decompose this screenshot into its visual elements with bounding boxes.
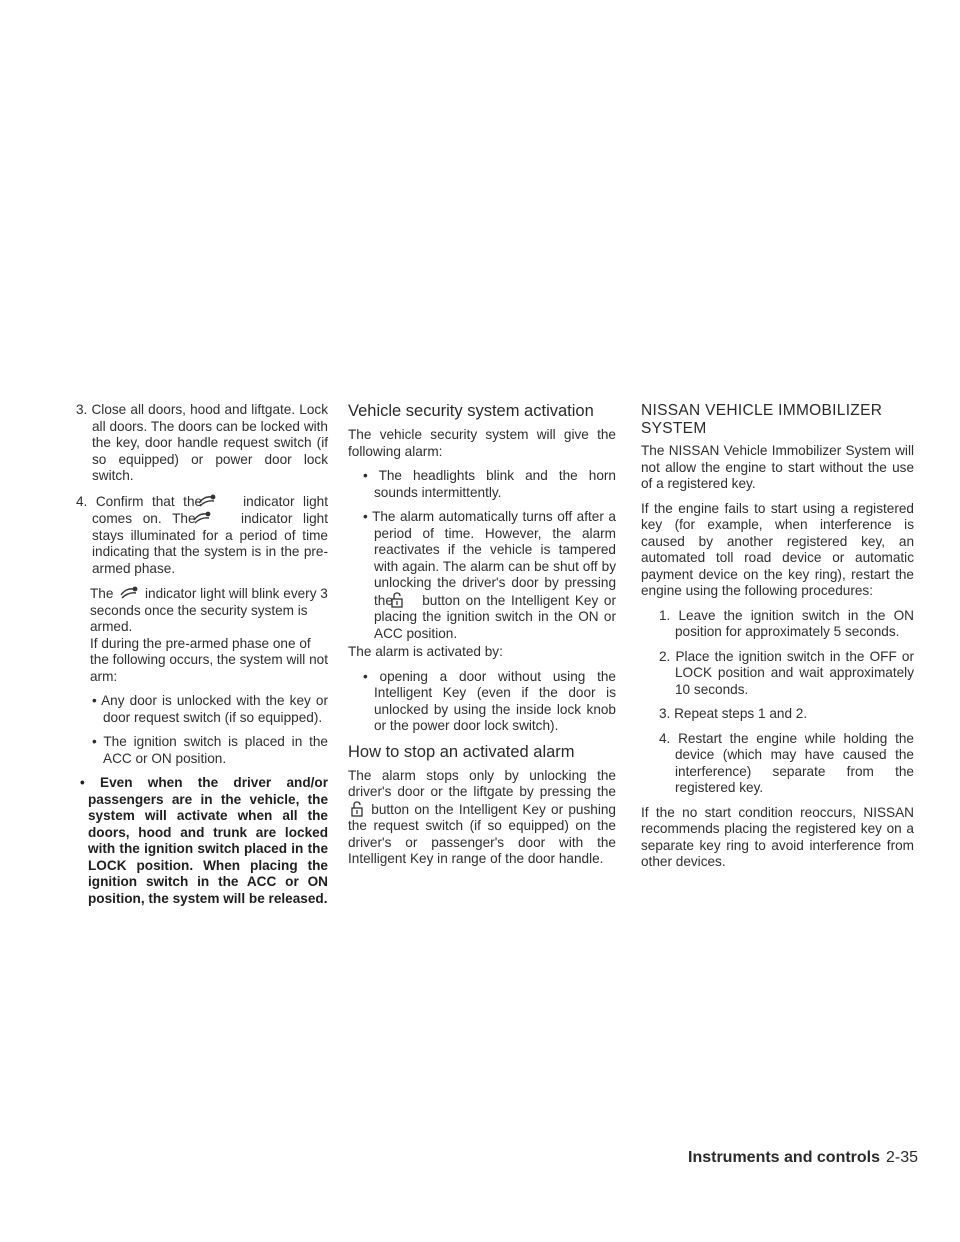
immobilizer-recommendation: If the no start condition reoccurs, NISSAN recommends placing the registered key on a separate key ring to avoid interference from other devices.: [641, 804, 914, 869]
procedure-step: 4. Restart the engine while holding the device (which may have caused the interference) separate from the registered key.: [659, 730, 914, 795]
list-item: • opening a door without using the Intelligent Key (even if the door is unlocked by using the inside lock knob or the power door lock switch).: [363, 668, 616, 733]
security-indicator-icon: [118, 585, 140, 601]
section-heading-stop-alarm: How to stop an activated alarm: [348, 742, 575, 761]
column-right: [641, 402, 914, 879]
procedure-step: 3. Repeat steps 1 and 2.: [659, 706, 808, 721]
alarm-off-text-a: • The alarm automatically turns off after a period of time. However, the alarm reactivates if the vehicle is tampered with again. The alarm can be shut off by unlocking the driver's door by pressing the: [363, 509, 616, 608]
procedure-step: 2. Place the ignition switch in the OFF or LOCK position and wait approximately 10 seconds.: [659, 648, 914, 697]
list-item: • The ignition switch is placed in the ACC or ON position.: [92, 734, 328, 766]
procedure-step: 1. Leave the ignition switch in the ON position for approximately 5 seconds.: [659, 607, 914, 639]
step-4: [76, 493, 328, 578]
stop-alarm-text: [348, 768, 616, 868]
step-3: 3. Close all doors, hood and liftgate. Lock all doors. The doors can be locked with the key, door handle request switch (if so equipped) or power door lock switch.: [76, 402, 328, 483]
unlock-button-icon: [400, 592, 416, 608]
section-heading-immobilizer: NISSAN VEHICLE IMMOBILIZER SYSTEM: [641, 402, 883, 437]
step-4-text-c: indicator light stays illuminated for a period of time indicating that the system is in the pre-armed phase.: [92, 511, 328, 576]
activated-by: The alarm is activated by:: [348, 644, 503, 659]
page-footer: [688, 1149, 918, 1167]
unlock-button-icon: [349, 801, 365, 817]
list-item: • Any door is unlocked with the key or door request switch (if so equipped).: [92, 693, 328, 725]
armed-note-text-a: The: [90, 586, 114, 601]
column-middle: [348, 402, 616, 876]
stop-text-b: button on the Intelligent Key or pushing the request switch (if so equipped) on the driver's or passenger's door with the Intelligent Key in range of the door handle.: [348, 801, 616, 866]
page-number: 2-35: [886, 1149, 919, 1166]
step-4-armed-note: [76, 585, 328, 636]
security-indicator-icon: [212, 493, 234, 509]
armed-note-text-b: indicator light will blink every 3 seconds once the security system is armed.: [90, 586, 328, 634]
column-left: [76, 402, 328, 907]
pre-armed-note: If during the pre-armed phase one of the following occurs, the system will not arm:: [90, 635, 328, 684]
section-heading-activation: Vehicle security system activation: [348, 402, 594, 420]
security-indicator-icon: [207, 510, 229, 526]
footer-section-title: Instruments and controls: [688, 1149, 881, 1166]
stop-text-a: The alarm stops only by unlocking the driver's door or the liftgate by pressing the: [348, 767, 616, 799]
step-4-text-b: indicator light comes on. The: [92, 493, 328, 526]
immobilizer-procedure-intro: If the engine fails to start using a registered key (for example, when interference is caused by another registered key, an automated toll road device or automatic payment device on the key ring), restart the engine using the following procedures:: [641, 500, 914, 598]
bold-warning-note: • Even when the driver and/or passengers are in the vehicle, the system will activate when all the doors, hood and trunk are locked with the ignition switch placed in the LOCK position. When placing the ignition switch in the ACC or ON position, the system will be released.: [80, 775, 328, 906]
list-item: • The headlights blink and the horn sounds intermittently.: [363, 468, 616, 500]
step-4-text-a: 4. Confirm that the: [76, 493, 203, 509]
alarm-off-text-b: button on the Intelligent Key or placing the ignition switch in the ON or ACC position.: [374, 592, 616, 641]
list-item: [348, 509, 616, 642]
immobilizer-intro: The NISSAN Vehicle Immobilizer System will not allow the engine to start without the use of a registered key.: [641, 443, 914, 491]
activation-intro: The vehicle security system will give the following alarm:: [348, 427, 616, 459]
